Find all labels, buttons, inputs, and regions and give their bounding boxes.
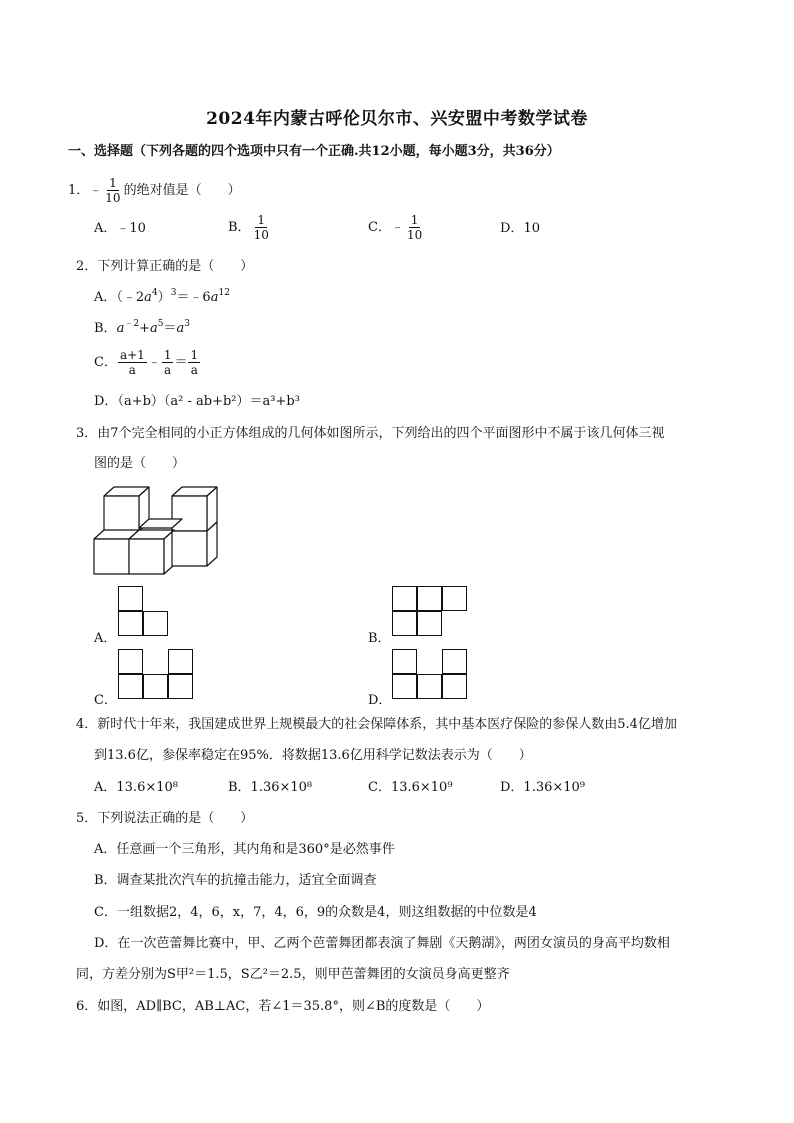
q1-d-label: D． [500, 221, 524, 236]
q2-c-f2-num: 1 [163, 348, 172, 362]
grid-square [417, 586, 442, 611]
q4-option-b: B．1.36×10⁸ [228, 780, 313, 795]
grid-square [442, 586, 467, 611]
q2-c-f3-den: a [190, 363, 198, 377]
q4-option-c: C．13.6×10⁹ [368, 780, 453, 795]
q2-a-part3: ＝﹣6 [176, 290, 211, 305]
q5-option-c: C．一组数据2，4，6，x，7，4，6，9的众数是4，则这组数据的中位数是4 [94, 905, 537, 920]
q5-option-d-line2: 同，方差分别为S甲²＝1.5，S乙²＝2.5，则甲芭蕾舞团的女演员身高更整齐 [76, 967, 510, 982]
q3-option-d-label: D． [368, 693, 392, 708]
q2-c-f1-den: a [128, 363, 136, 377]
grid-square [392, 586, 417, 611]
q2-option-a [94, 289, 230, 307]
q4-option-a: A．13.6×10⁸ [94, 780, 178, 795]
grid-square [392, 649, 417, 674]
q1-a-text: ﹣10 [116, 221, 146, 236]
q3-option-c-label: C． [94, 693, 117, 708]
q1-option-d [500, 220, 540, 238]
q1-a-label: A． [94, 221, 117, 236]
grid-square [118, 611, 143, 636]
grid-square [143, 674, 168, 699]
grid-square [168, 649, 193, 674]
q3-option-c-figure [118, 649, 198, 701]
q2-b-var3: a [176, 321, 185, 336]
grid-square [168, 674, 193, 699]
q1-c-neg: ﹣ [390, 220, 404, 235]
q2-c-frac2 [162, 348, 174, 377]
grid-square [118, 586, 143, 611]
question-3-line2: 图的是（ ） [94, 456, 186, 471]
grid-square [417, 674, 442, 699]
q2-a-part2: ） [157, 290, 171, 305]
q2-c-f2-den: a [164, 363, 172, 377]
grid-square [392, 611, 417, 636]
cube-front-face [129, 539, 164, 574]
cube-front-face [104, 496, 139, 531]
q3-option-d-figure [392, 649, 472, 701]
q2-a-exp3: 12 [218, 288, 230, 298]
q2-a-part1: （﹣2 [116, 290, 145, 305]
q5-option-b: B．调查某批次汽车的抗撞击能力，适宜全面调查 [94, 873, 377, 888]
q2-b-eq: ＝ [163, 321, 177, 336]
q2-c-minus: ﹣ [147, 355, 161, 370]
q2-b-var2: a [149, 321, 158, 336]
q1-d-text: 10 [523, 221, 540, 236]
grid-square [118, 674, 143, 699]
question-5: 5．下列说法正确的是（ ） [76, 811, 254, 826]
q2-a-label: A． [94, 290, 117, 305]
q5-option-a: A．任意画一个三角形，其内角和是360°是必然事件 [94, 842, 395, 857]
q1-c-label: C． [368, 220, 391, 235]
q2-option-b [94, 320, 190, 338]
q2-b-exp3: 3 [184, 319, 190, 329]
q1-c-fraction [405, 213, 424, 242]
cube-solid-figure [90, 484, 222, 578]
q2-b-plus: + [139, 321, 150, 336]
q2-c-frac3 [188, 348, 200, 377]
cube-front-face [172, 496, 207, 531]
q2-a-var2: a [210, 290, 219, 305]
q2-c-eq: ＝ [174, 355, 188, 370]
question-4-line1: 4．新时代十年来，我国建成世界上规模最大的社会保障体系，其中基本医疗保险的参保人数由5.4亿增加 [76, 717, 677, 732]
cube-front-face [172, 531, 207, 566]
q1-stem: 的绝对值是（ ） [123, 183, 241, 198]
question-2: 2．下列计算正确的是（ ） [76, 259, 254, 274]
section-heading: 一、选择题（下列各题的四个选项中只有一个正确.共12小题，每小题3分，共36分） [68, 144, 560, 159]
q1-c-num: 1 [410, 213, 419, 227]
q2-a-exp1: 4 [151, 288, 158, 298]
exam-title: 2024年内蒙古呼伦贝尔市、兴安盟中考数学试卷 [206, 109, 588, 129]
q2-b-exp1: ﹣2 [124, 319, 140, 329]
q2-a-exp2: 3 [170, 288, 177, 298]
q5-option-d-line1: D．在一次芭蕾舞比赛中，甲、乙两个芭蕾舞团都表演了舞剧《天鹅湖》，两团女演员的身高平均数相 [94, 936, 670, 951]
q1-option-a [94, 220, 146, 238]
q1-neg: ﹣ [89, 183, 103, 198]
q1-option-c [368, 213, 425, 242]
grid-square [118, 649, 143, 674]
q3-option-a-label: A． [94, 631, 117, 646]
grid-square [442, 674, 467, 699]
q2-c-f1-num: a+1 [119, 348, 145, 362]
q1-b-den: 10 [253, 228, 269, 242]
q1-fraction [103, 176, 122, 205]
q2-c-f3-num: 1 [190, 348, 199, 362]
q3-option-a-figure [118, 586, 172, 638]
grid-square [417, 611, 442, 636]
grid-square [392, 674, 417, 699]
q1-frac-den: 10 [105, 191, 121, 205]
q2-c-frac1 [118, 348, 147, 377]
q2-b-var1: a [116, 321, 125, 336]
q2-b-exp2: 5 [157, 319, 164, 329]
question-6: 6．如图，AD∥BC，AB⊥AC，若∠1＝35.8°，则∠B的度数是（ ） [76, 999, 490, 1014]
q1-b-fraction [252, 213, 271, 242]
q1-option-b [228, 213, 272, 242]
q2-a-var1: a [144, 290, 152, 305]
q3-option-b-label: B． [368, 631, 391, 646]
question-1 [68, 176, 241, 205]
q3-option-b-figure [392, 586, 472, 638]
q2-option-d [94, 393, 300, 411]
q2-option-c [94, 348, 201, 377]
cube-front-face [94, 539, 129, 574]
question-4-line2: 到13.6亿，参保率稳定在95%．将数据13.6亿用科学记数法表示为（ ） [94, 748, 532, 763]
q1-b-num: 1 [257, 213, 266, 227]
grid-square [143, 611, 168, 636]
q2-c-label: C． [94, 355, 117, 370]
q4-option-d: D．1.36×10⁹ [500, 780, 586, 795]
q1-number: 1． [68, 183, 90, 198]
q1-b-label: B． [228, 220, 251, 235]
q2-d-label: D． [94, 394, 118, 409]
q1-c-den: 10 [406, 228, 423, 242]
q2-d-text: （a+b）（a² - ab+b²）＝a³+b³ [117, 394, 300, 409]
q2-b-label: B． [94, 321, 117, 336]
q1-frac-num: 1 [109, 176, 117, 190]
grid-square [442, 649, 467, 674]
question-3-line1: 3．由7个完全相同的小正方体组成的几何体如图所示，下列给出的四个平面图形中不属于该几何体三视 [76, 426, 665, 441]
